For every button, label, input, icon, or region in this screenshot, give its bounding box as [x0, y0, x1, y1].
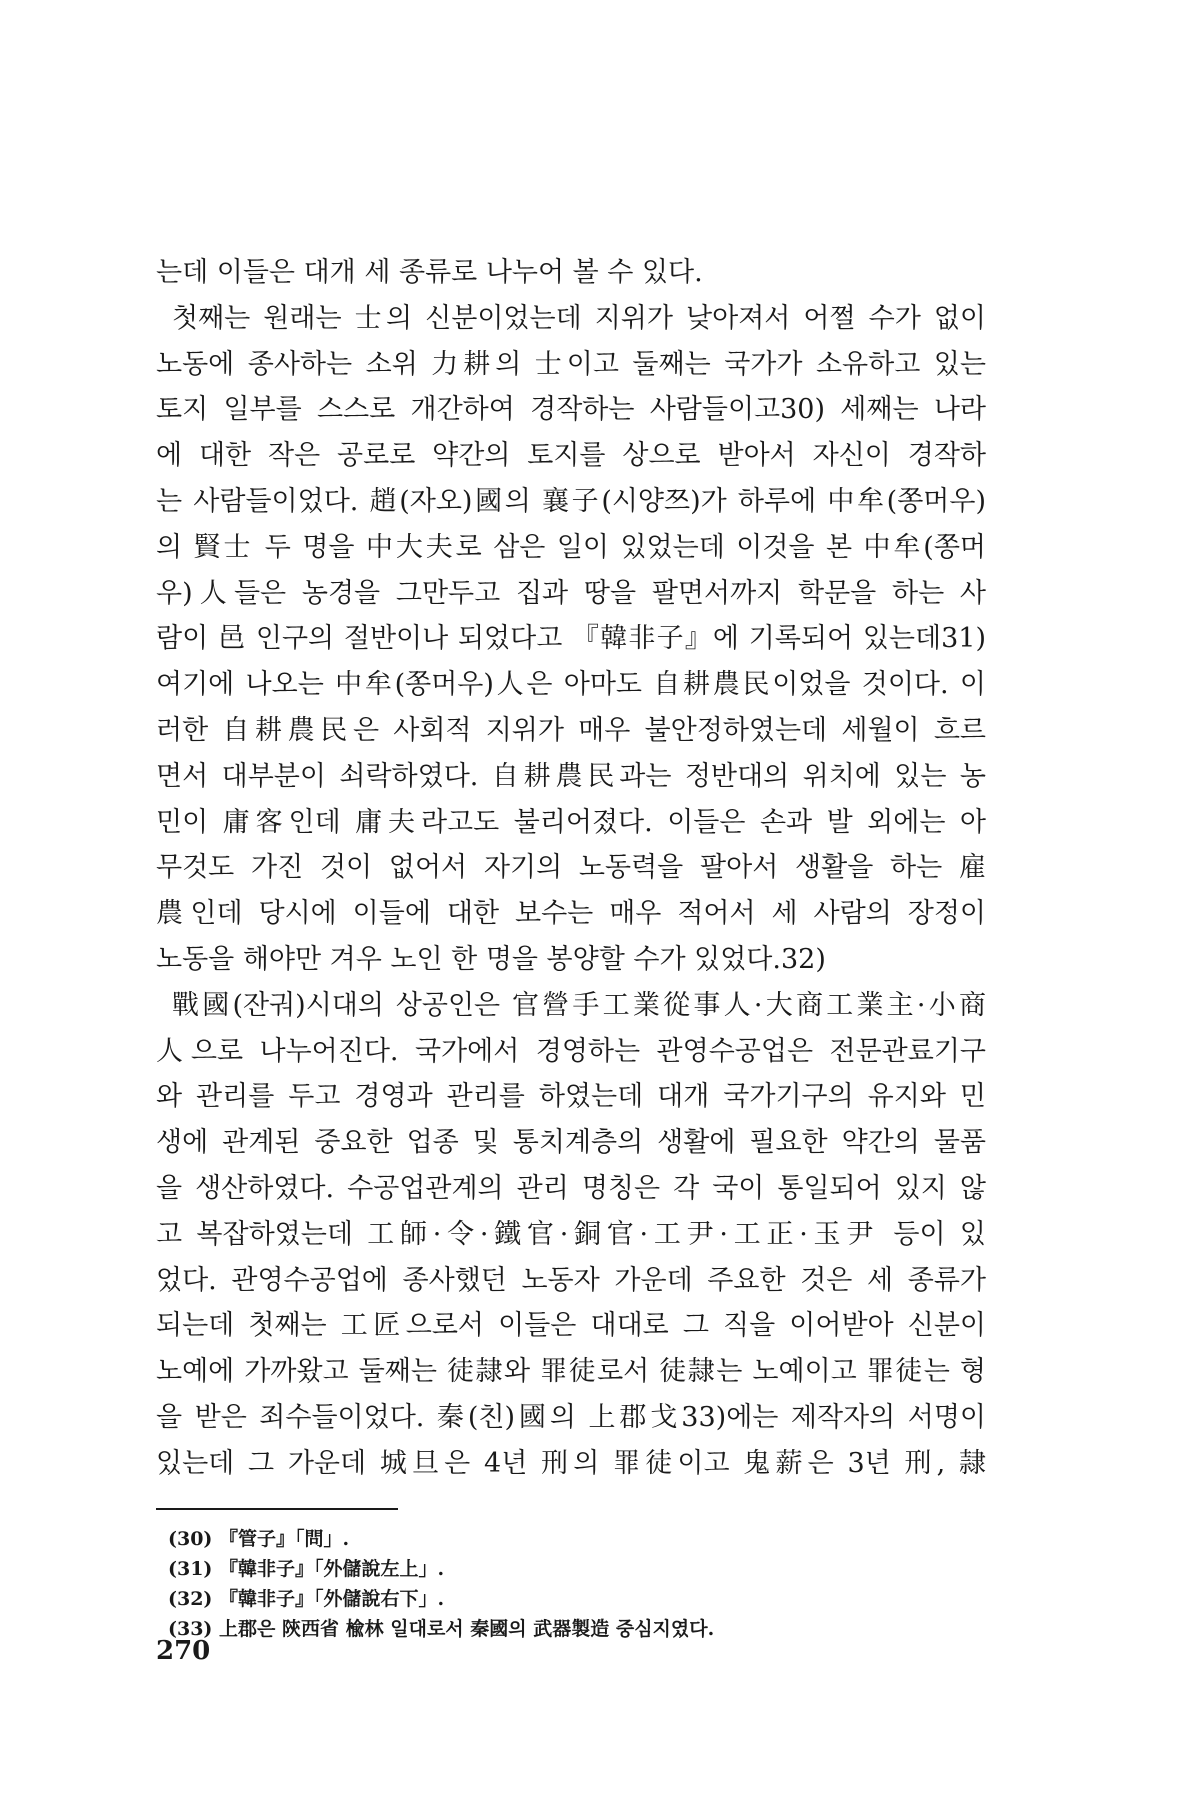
text-line: 노동에 종사하는 소위 力耕의 士이고 둘째는 국가가 소유하고 있는 — [156, 348, 986, 380]
text-line: 되는데 첫째는 工匠으로서 이들은 대대로 그 직을 이어받아 신분이 — [156, 1310, 986, 1342]
footnote-divider — [156, 1508, 398, 1510]
text-line: 人으로 나누어진다. 국가에서 경영하는 관영수공업은 전문관료기구 — [156, 1035, 986, 1067]
text-line: 있는데 그 가운데 城旦은 4년 刑의 罪徒이고 鬼薪은 3년 刑, 隷 — [156, 1447, 986, 1479]
text-line: 에 대한 작은 공로로 약간의 토지를 상으로 받아서 자신이 경작하 — [156, 440, 986, 472]
text-line: 을 생산하였다. 수공업관계의 관리 명칭은 각 국이 통일되어 있지 않 — [156, 1172, 986, 1204]
footnote-33: (33) 上郡은 陝西省 楡林 일대로서 秦國의 武器製造 중심지였다. — [168, 1618, 715, 1640]
text-line: 을 받은 죄수들이었다. 秦(친)國의 上郡戈33)에는 제작자의 서명이 — [156, 1401, 986, 1433]
text-line: 는 사람들이었다. 趙(자오)國의 襄子(시양쯔)가 하루에 中牟(쫑머우) — [156, 485, 986, 517]
footnote-32: (32) 『韓非子』「外儲說右下」. — [168, 1588, 445, 1610]
page-number: 270 — [156, 1636, 211, 1666]
text-line: 생에 관계된 중요한 업종 및 통치계층의 생활에 필요한 약간의 물품 — [156, 1127, 986, 1159]
text-line: 첫째는 원래는 士의 신분이었는데 지위가 낮아져서 어쩔 수가 없이 — [172, 302, 986, 334]
text-line: 람이 邑 인구의 절반이나 되었다고 『韓非子』에 기록되어 있는데31) — [156, 623, 986, 655]
text-line: 었다. 관영수공업에 종사했던 노동자 가운데 주요한 것은 세 종류가 — [156, 1264, 986, 1296]
text-line: 토지 일부를 스스로 개간하여 경작하는 사람들이고30) 세째는 나라 — [156, 394, 986, 426]
text-line: 農인데 당시에 이들에 대한 보수는 매우 적어서 세 사람의 장정이 — [156, 898, 986, 930]
text-line: 무것도 가진 것이 없어서 자기의 노동력을 팔아서 생활을 하는 雇 — [156, 852, 986, 884]
text-line: 면서 대부분이 쇠락하였다. 自耕農民과는 정반대의 위치에 있는 농 — [156, 760, 986, 792]
footnote-31: (31) 『韓非子』「外儲說左上」. — [168, 1558, 445, 1580]
text-line: 민이 庸客인데 庸夫라고도 불리어졌다. 이들은 손과 발 외에는 아 — [156, 806, 986, 838]
text-line: 戰國(잔궈)시대의 상공인은 官營手工業從事人·大商工業主·小商 — [172, 989, 986, 1021]
text-line: 의 賢士 두 명을 中大夫로 삼은 일이 있었는데 이것을 본 中牟(쫑머 — [156, 531, 986, 563]
text-line: 우)人들은 농경을 그만두고 집과 땅을 팔면서까지 학문을 하는 사 — [156, 577, 986, 609]
text-line: 는데 이들은 대개 세 종류로 나누어 볼 수 있다. — [156, 257, 703, 288]
text-line: 노예에 가까왔고 둘째는 徒隷와 罪徒로서 徒隷는 노예이고 罪徒는 형 — [156, 1356, 986, 1388]
text-line: 여기에 나오는 中牟(쫑머우)人은 아마도 自耕農民이었을 것이다. 이 — [156, 669, 986, 701]
text-line: 러한 自耕農民은 사회적 지위가 매우 불안정하였는데 세월이 흐르 — [156, 714, 986, 746]
footnote-30: (30) 『管子』「問」. — [168, 1528, 350, 1550]
text-line: 와 관리를 두고 경영과 관리를 하였는데 대개 국가기구의 유지와 민 — [156, 1081, 986, 1113]
text-line: 노동을 해야만 겨우 노인 한 명을 봉양할 수가 있었다.32) — [156, 943, 826, 975]
text-line: 고 복잡하였는데 工師·令·鐵官·銅官·工尹·工正·玉尹 등이 있 — [156, 1218, 986, 1250]
footnotes — [168, 1524, 988, 1644]
body-text — [156, 250, 986, 1487]
